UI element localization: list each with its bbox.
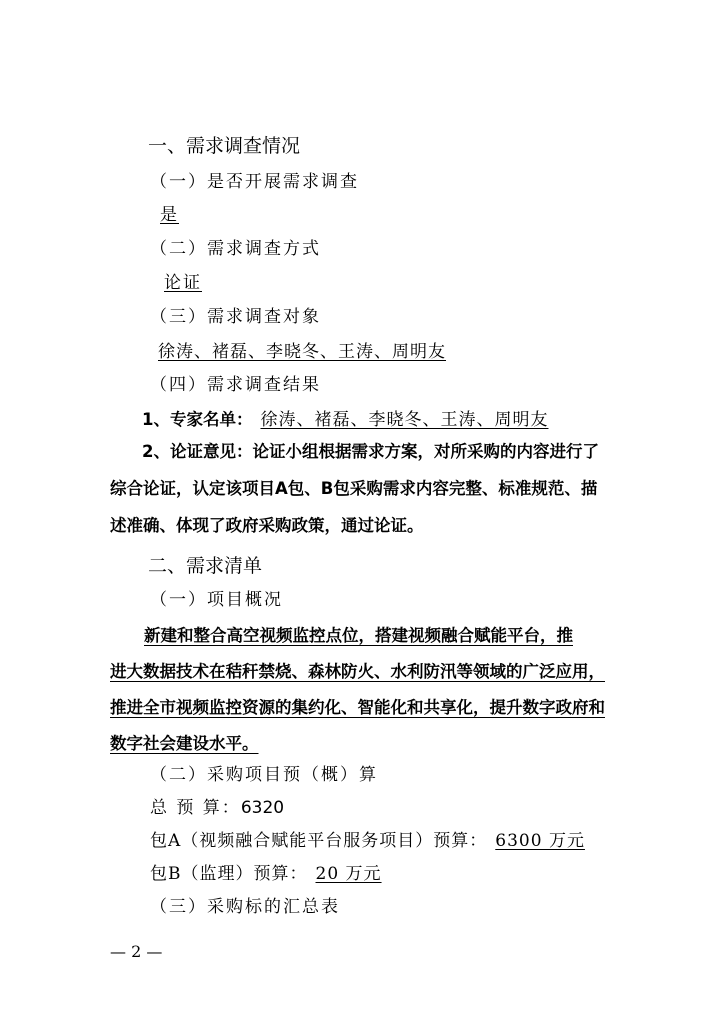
budget-label: （二）采购项目预（概）算	[150, 765, 378, 785]
package-b-value: 20 万元	[315, 864, 382, 884]
total-budget-value: 6320	[240, 798, 285, 818]
overview-label: （一）项目概况	[150, 590, 283, 610]
overview-line4-wrap	[110, 726, 614, 762]
q2-answer	[150, 268, 222, 293]
package-a-budget	[150, 826, 585, 851]
package-b-value-wrap	[308, 864, 394, 884]
q1-answer	[150, 200, 191, 225]
overview-line4	[110, 734, 273, 753]
package-a-label: 包A（视频融合赋能平台服务项目）预算：	[150, 831, 488, 851]
experts-line	[142, 405, 582, 430]
package-a-value-wrap	[487, 831, 585, 851]
q3-answer-text: 徐涛、褚磊、李晓冬、王涛、周明友	[158, 342, 446, 362]
experts-value-text: 徐涛、褚磊、李晓冬、王涛、周明友	[260, 410, 549, 430]
q1-label: （一）是否开展需求调查	[150, 172, 359, 192]
overview-paragraph	[110, 618, 614, 762]
q1-answer-text: 是	[160, 205, 179, 225]
package-b-label: 包B（监理）预算：	[150, 864, 308, 884]
package-a-value: 6300 万元	[495, 831, 585, 851]
overview-line4-text: 数字社会建设水平。	[110, 734, 259, 753]
opinion-line2: 综合论证，认定该项目A包、B包采购需求内容完整、标准规范、描	[110, 479, 598, 498]
overview-line2: 进大数据技术在秸秆禁烧、森林防火、水利防汛等领域的广泛应用，	[110, 662, 605, 681]
q4-label: （四）需求调查结果	[150, 375, 321, 395]
package-b-budget	[150, 859, 394, 884]
opinion-line3: 述准确、体现了政府采购政策，通过论证。	[110, 516, 424, 535]
q2-answer-text: 论证	[164, 273, 202, 293]
experts-value	[252, 410, 582, 430]
opinion-line1: 2、论证意见：论证小组根据需求方案，对所采购的内容进行了	[142, 442, 599, 461]
total-budget-label: 总 预 算：	[150, 798, 241, 818]
overview-line1: 新建和整合高空视频监控点位，搭建视频融合赋能平台，推	[144, 626, 573, 645]
experts-label: 1、专家名单：	[142, 410, 253, 429]
total-budget	[150, 793, 284, 818]
q2-label: （二）需求调查方式	[150, 239, 321, 259]
q3-answer	[150, 337, 458, 362]
summary-table-label: （三）采购标的汇总表	[150, 897, 340, 917]
page-number: — 2 —	[110, 942, 163, 961]
overview-line3: 推进全市视频监控资源的集约化、智能化和共享化，提升数字政府和	[110, 698, 605, 717]
section2-title: 二、需求清单	[148, 555, 263, 577]
q3-label: （三）需求调查对象	[150, 307, 321, 327]
section1-title: 一、需求调查情况	[148, 135, 301, 157]
